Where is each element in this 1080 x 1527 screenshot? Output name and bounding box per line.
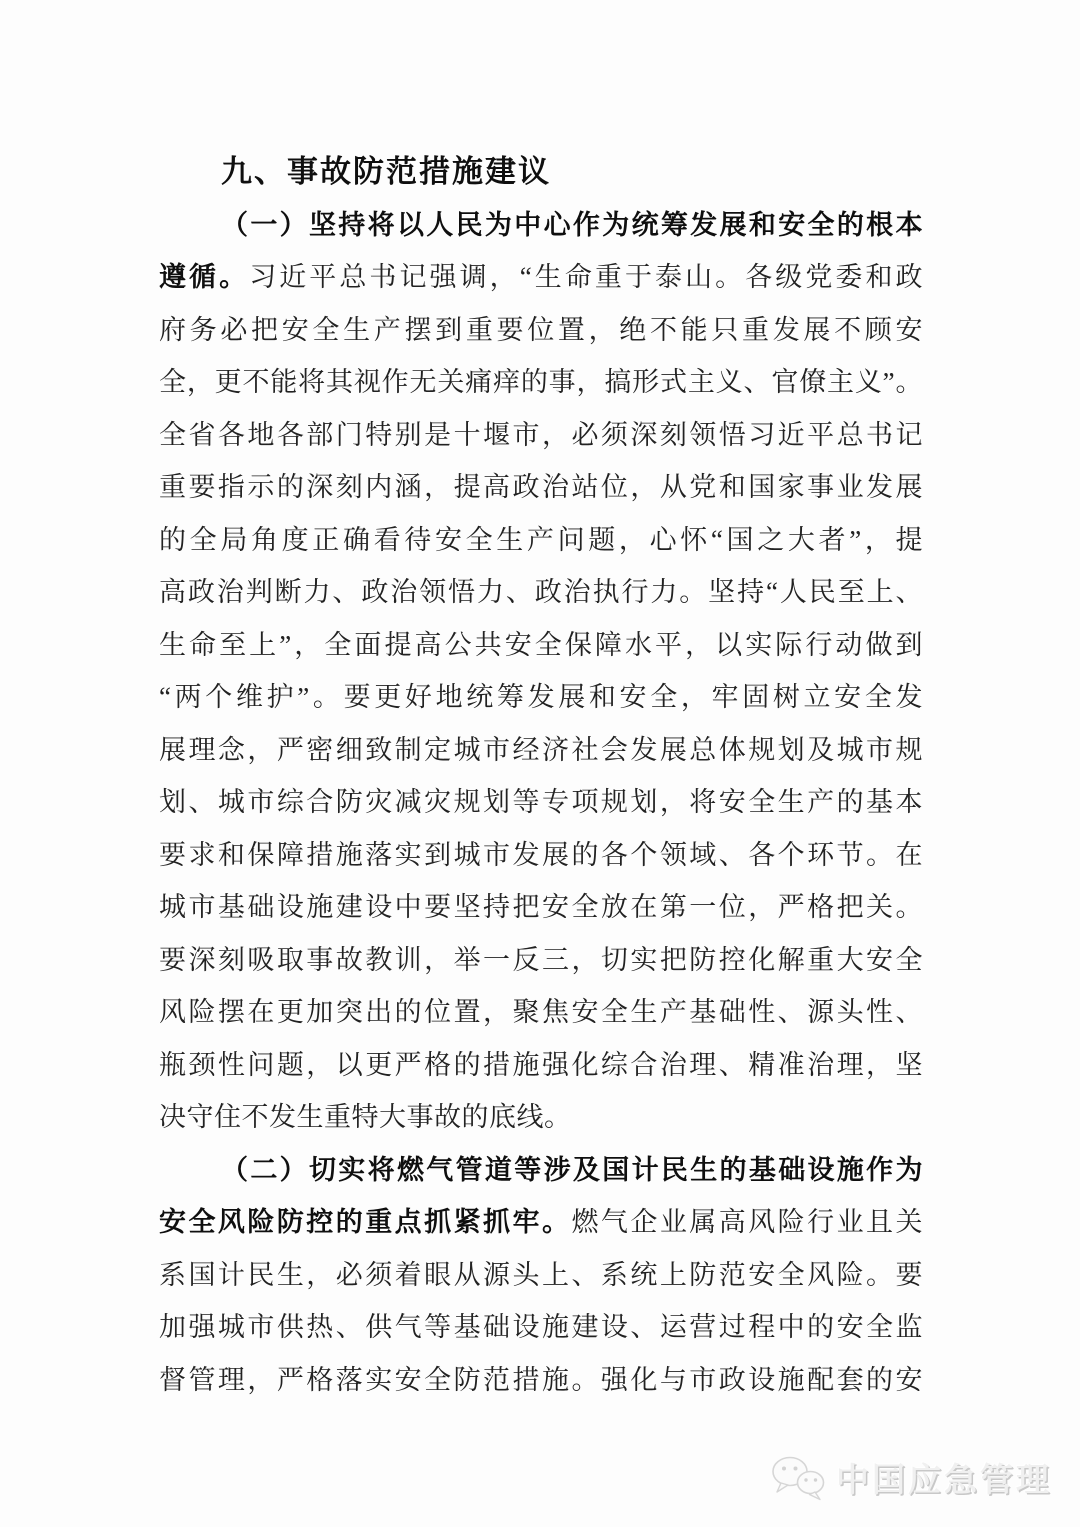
text-segment: 全，更不能将其视作无关痛痒的事，搞形式主义、官僚主义”。 xyxy=(159,367,923,397)
text-line xyxy=(159,986,923,1039)
text-segment: 城市基础设施建设中要坚持把安全放在第一位，严格把关。 xyxy=(159,892,923,922)
text-line xyxy=(159,514,923,567)
text-segment: 系国计民生，必须着眼从源头上、系统上防范安全风险。要 xyxy=(159,1259,923,1290)
text-line xyxy=(159,1196,923,1249)
bold-text-segment: （一）坚持将以人民为中心作为统筹发展和安全的根本 xyxy=(221,209,923,240)
text-segment: 燃气企业属高风险行业且关 xyxy=(571,1207,923,1237)
text-segment: 生命至上”，全面提高公共安全保障水平，以实际行动做到 xyxy=(159,629,923,660)
document-body xyxy=(159,146,923,1406)
text-segment: 要求和保障措施落实到城市发展的各个领域、各个环节。在 xyxy=(159,839,923,870)
text-line xyxy=(159,829,923,882)
bold-text-segment: （二）切实将燃气管道等涉及国计民生的基础设施作为 xyxy=(221,1154,923,1185)
text-segment: 决守住不发生重特大事故的底线。 xyxy=(159,1102,572,1132)
text-line xyxy=(159,776,923,829)
text-segment: 瓶颈性问题，以更严格的措施强化综合治理、精准治理，坚 xyxy=(159,1049,923,1080)
text-segment: 展理念，严密细致制定城市经济社会发展总体规划及城市规 xyxy=(159,734,923,765)
watermark-label: 中国应急管理 xyxy=(836,1461,1052,1498)
text-line xyxy=(159,934,923,987)
text-line xyxy=(159,304,923,357)
text-line xyxy=(159,409,923,462)
watermark xyxy=(769,1454,1052,1501)
text-line xyxy=(159,1301,923,1354)
text-segment: 督管理，严格落实安全防范措施。强化与市政设施配套的安 xyxy=(159,1364,923,1395)
bold-text-segment: 安全风险防控的重点抓紧抓牢。 xyxy=(159,1207,572,1237)
text-segment: 府务必把安全生产摆到重要位置，绝不能只重发展不顾安 xyxy=(159,314,923,345)
text-line xyxy=(159,566,923,619)
text-segment: 重要指示的深刻内涵，提高政治站位，从党和国家事业发展 xyxy=(159,472,923,502)
text-line xyxy=(159,199,923,252)
text-line xyxy=(159,724,923,777)
text-line xyxy=(159,619,923,672)
bold-text-segment: 九、事故防范措施建议 xyxy=(221,154,551,189)
text-segment: 高政治判断力、政治领悟力、政治执行力。坚持“人民至上、 xyxy=(159,577,923,607)
text-segment: 的全局角度正确看待安全生产问题，心怀“国之大者”，提 xyxy=(159,524,923,555)
text-line xyxy=(159,461,923,514)
text-line xyxy=(159,1354,923,1407)
text-segment: 习近平总书记强调，“生命重于泰山。各级党委和政 xyxy=(249,262,923,292)
text-line xyxy=(159,251,923,304)
bold-text-segment: 遵循。 xyxy=(159,262,250,292)
text-line xyxy=(159,356,923,409)
text-segment: 要深刻吸取事故教训，举一反三，切实把防控化解重大安全 xyxy=(159,944,923,975)
text-line xyxy=(159,881,923,934)
text-line xyxy=(159,1039,923,1092)
text-segment: “两个维护”。要更好地统筹发展和安全，牢固树立安全发 xyxy=(159,682,923,712)
text-segment: 加强城市供热、供气等基础设施建设、运营过程中的安全监 xyxy=(159,1312,923,1342)
wechat-logo-icon xyxy=(769,1454,827,1501)
text-line xyxy=(159,1091,923,1144)
text-line xyxy=(159,1144,923,1197)
text-segment: 划、城市综合防灾减灾规划等专项规划，将安全生产的基本 xyxy=(159,787,923,817)
section-heading xyxy=(159,146,923,199)
text-segment: 全省各地各部门特别是十堰市，必须深刻领悟习近平总书记 xyxy=(159,419,923,450)
text-line xyxy=(159,1249,923,1302)
text-line xyxy=(159,671,923,724)
text-segment: 风险摆在更加突出的位置，聚焦安全生产基础性、源头性、 xyxy=(159,997,923,1027)
